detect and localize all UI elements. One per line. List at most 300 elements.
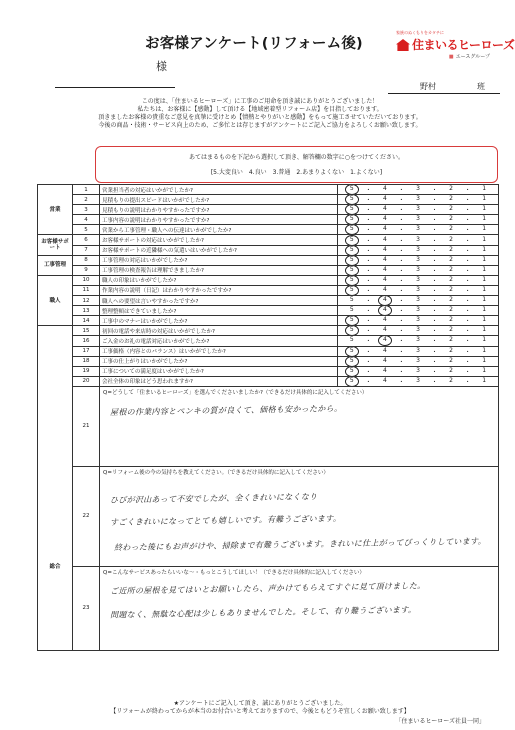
rating-option[interactable]: 1 — [482, 205, 487, 213]
rating-option[interactable]: 4 — [382, 245, 387, 253]
rating-separator: ・ — [431, 197, 438, 205]
rating-option[interactable]: 1 — [482, 185, 487, 193]
rating-option[interactable]: 2 — [449, 316, 453, 324]
rating-selected[interactable]: 5 — [346, 286, 358, 295]
rating-option[interactable]: 3 — [416, 275, 420, 283]
question-number: 10 — [73, 275, 100, 285]
rating-separator: ・ — [464, 207, 471, 215]
rating-separator: ・ — [398, 257, 405, 265]
rating-separator: ・ — [365, 328, 372, 336]
rating-selected[interactable]: 5 — [346, 205, 358, 214]
question-row — [38, 366, 499, 376]
rating-options — [338, 185, 499, 195]
rating-separator: ・ — [431, 207, 438, 215]
rating-option[interactable]: 2 — [449, 285, 453, 293]
rating-separator: ・ — [464, 308, 471, 316]
rating-selected[interactable]: 5 — [346, 246, 358, 255]
rating-option[interactable]: 1 — [482, 225, 487, 233]
rating-separator: ・ — [365, 378, 372, 386]
question-number: 16 — [73, 336, 100, 346]
rating-selected[interactable]: 5 — [346, 377, 358, 386]
open-question-row — [38, 566, 499, 650]
rating-selected[interactable]: 5 — [346, 225, 358, 234]
question-row — [38, 346, 499, 356]
rating-separator: ・ — [398, 298, 405, 306]
rating-separator: ・ — [431, 257, 438, 265]
rating-options — [338, 265, 499, 275]
rating-option[interactable]: 3 — [416, 225, 420, 233]
rating-selected[interactable]: 4 — [379, 336, 391, 345]
rating-option[interactable]: 4 — [382, 195, 387, 203]
question-text: 見積もりの提出スピードはいかがでしたか? — [100, 195, 338, 205]
question-row — [38, 326, 499, 336]
question-row — [38, 285, 499, 295]
rating-separator: ・ — [464, 257, 471, 265]
question-row — [38, 215, 499, 225]
rating-selected[interactable]: 5 — [346, 236, 358, 245]
rating-separator: ・ — [431, 378, 438, 386]
rating-separator: ・ — [464, 247, 471, 255]
rating-separator: ・ — [464, 358, 471, 366]
question-text: 職人への要望は言いやすかったですか? — [100, 296, 338, 306]
question-number: 6 — [73, 235, 100, 245]
question-number: 21 — [73, 386, 100, 466]
rating-options — [338, 316, 499, 326]
rating-option[interactable]: 3 — [416, 215, 420, 223]
question-number: 11 — [73, 285, 100, 295]
rating-separator: ・ — [431, 358, 438, 366]
rating-options — [338, 326, 499, 336]
rating-option[interactable]: 1 — [482, 346, 487, 354]
rating-option[interactable]: 2 — [449, 235, 453, 243]
rating-option[interactable]: 2 — [449, 296, 453, 304]
rating-option[interactable]: 1 — [482, 316, 487, 324]
question-number: 8 — [73, 255, 100, 265]
footer-signature: 「住まいるヒーローズ社員一同」 — [395, 718, 485, 725]
rating-selected[interactable]: 5 — [346, 316, 358, 325]
question-number: 20 — [73, 376, 100, 386]
rating-option[interactable]: 4 — [382, 376, 387, 384]
staff-name: 野村 — [420, 82, 436, 91]
category-label: お客様サポート — [38, 235, 73, 255]
rating-separator: ・ — [464, 227, 471, 235]
question-number: 23 — [73, 566, 100, 650]
rating-separator: ・ — [431, 287, 438, 295]
rating-option[interactable]: 2 — [449, 326, 453, 334]
question-row — [38, 275, 499, 285]
rating-option[interactable]: 1 — [482, 195, 487, 203]
instruction-line: あてはまるものを下記から選択して頂き、解答欄の数字に○をつけてください。 — [189, 154, 404, 161]
rating-separator: ・ — [431, 338, 438, 346]
question-row — [38, 376, 499, 386]
rating-option[interactable]: 3 — [416, 346, 420, 354]
rating-options — [338, 346, 499, 356]
rating-options — [338, 366, 499, 376]
question-number: 12 — [73, 296, 100, 306]
rating-option[interactable]: 4 — [382, 285, 387, 293]
question-text: 作業内容の説明（日記）はわかりやすかったですか? — [100, 285, 338, 295]
question-text: お客様サポートの近隣様への気遣いはいかがでしたか? — [100, 245, 338, 255]
page-title: お客様アンケート(リフォーム後) — [145, 36, 363, 52]
rating-separator: ・ — [365, 247, 372, 255]
rating-separator: ・ — [431, 308, 438, 316]
rating-option[interactable]: 5 — [349, 306, 354, 314]
rating-option[interactable]: 2 — [449, 245, 453, 253]
rating-option[interactable]: 3 — [416, 255, 420, 263]
question-number: 1 — [73, 185, 100, 195]
rating-option[interactable]: 3 — [416, 376, 420, 384]
rating-option[interactable]: 1 — [482, 255, 487, 263]
rating-separator: ・ — [365, 318, 372, 326]
rating-separator: ・ — [431, 247, 438, 255]
rating-option[interactable]: 2 — [449, 185, 453, 193]
rating-option[interactable]: 4 — [382, 185, 387, 193]
rating-separator: ・ — [365, 308, 372, 316]
rating-option[interactable]: 4 — [382, 235, 387, 243]
rating-options — [338, 205, 499, 215]
question-text: 工事管理の対応はいかがでしたか? — [100, 255, 338, 265]
rating-separator: ・ — [365, 287, 372, 295]
rating-options — [338, 296, 499, 306]
question-number: 2 — [73, 195, 100, 205]
rating-separator: ・ — [398, 197, 405, 205]
rating-option[interactable]: 3 — [416, 356, 420, 364]
rating-option[interactable]: 1 — [482, 275, 487, 283]
handwritten-answer: 問題なく、無駄な心配は少しもありませんでした。そして、有り難うございます。 — [109, 605, 417, 620]
rating-selected[interactable]: 5 — [346, 266, 358, 275]
rating-option[interactable]: 4 — [382, 205, 387, 213]
rating-option[interactable]: 2 — [449, 336, 453, 344]
open-answer-area[interactable] — [100, 386, 499, 466]
rating-options — [338, 255, 499, 265]
rating-option[interactable]: 1 — [482, 326, 487, 334]
rating-option[interactable]: 1 — [482, 215, 487, 223]
rating-option[interactable]: 2 — [449, 205, 453, 213]
rating-selected[interactable]: 5 — [346, 326, 358, 335]
rating-separator: ・ — [365, 187, 372, 195]
category-label: 工事管理 — [38, 255, 73, 275]
open-answer-area[interactable] — [100, 466, 499, 566]
question-number: 4 — [73, 215, 100, 225]
logo-group: ■ エースグループ — [396, 53, 496, 60]
rating-option[interactable]: 1 — [482, 336, 487, 344]
rating-separator: ・ — [464, 277, 471, 285]
rating-option[interactable]: 5 — [349, 296, 354, 304]
rating-option[interactable]: 3 — [416, 235, 420, 243]
instruction-box — [95, 146, 498, 183]
survey-table — [37, 184, 499, 651]
rating-options — [338, 195, 499, 205]
question-text: ご入金のお礼の電話対応はいかがでしたか? — [100, 336, 338, 346]
rating-options — [338, 356, 499, 366]
rating-option[interactable]: 3 — [416, 296, 420, 304]
question-row — [38, 306, 499, 316]
logo-tagline: 家族のぬくもりをカタチに — [396, 30, 444, 35]
rating-separator: ・ — [398, 277, 405, 285]
intro-text: この度は、「住まいるヒーローズ」に工事のご用命を頂き誠にありがとうございました！ 私たちは、お客様に【感動】して頂ける【地域密着型リフォーム店】を目指しております。 頂きましたお客様の貴重なご意見を真摯に受けとめ【情熱とやりがいと感動】をもって施工させていただいております。 今後の商品・技術・サービス向上のため、ご多忙とは存じますがアンケートにご記入ご協力をよろしくお願い致します。 — [98, 98, 422, 129]
rating-selected[interactable]: 5 — [346, 357, 358, 366]
rating-option[interactable]: 2 — [449, 366, 453, 374]
category-label: 総合 — [38, 326, 73, 651]
question-row — [38, 296, 499, 306]
rating-option[interactable]: 2 — [449, 356, 453, 364]
rating-option[interactable]: 1 — [482, 296, 487, 304]
rating-separator: ・ — [431, 237, 438, 245]
rating-options — [338, 235, 499, 245]
rating-selected[interactable]: 4 — [379, 306, 391, 315]
rating-selected[interactable]: 5 — [346, 367, 358, 376]
question-number: 7 — [73, 245, 100, 255]
rating-separator: ・ — [464, 237, 471, 245]
rating-option[interactable]: 2 — [449, 215, 453, 223]
rating-separator: ・ — [431, 298, 438, 306]
rating-option[interactable]: 3 — [416, 316, 420, 324]
question-number: 17 — [73, 346, 100, 356]
handwritten-answer: 終わった後にもお声がけや、掃除まで有難うございます。きれいに仕上がってびっくりしています。 — [113, 536, 487, 553]
customer-name-field — [55, 74, 175, 88]
open-question-text: Q=リフォーム後の今の気持ちを教えてください。（できるだけ具体的に記入してください） — [103, 469, 329, 476]
rating-separator: ・ — [464, 298, 471, 306]
rating-option[interactable]: 3 — [416, 366, 420, 374]
rating-option[interactable]: 4 — [382, 225, 387, 233]
rating-option[interactable]: 5 — [349, 336, 354, 344]
rating-option[interactable]: 2 — [449, 346, 453, 354]
rating-separator: ・ — [365, 197, 372, 205]
rating-separator: ・ — [365, 348, 372, 356]
rating-separator: ・ — [365, 338, 372, 346]
question-number: 5 — [73, 225, 100, 235]
question-text: お客様サポートの対応はいかがでしたか? — [100, 235, 338, 245]
rating-separator: ・ — [398, 227, 405, 235]
company-logo — [396, 30, 515, 64]
rating-separator: ・ — [431, 318, 438, 326]
rating-scale-legend: [5.大変良い 4.良い 3.普通 2.あまりよくない 1.よくない] — [210, 169, 383, 176]
question-row — [38, 316, 499, 326]
rating-option[interactable]: 4 — [382, 275, 387, 283]
rating-separator: ・ — [398, 368, 405, 376]
rating-options — [338, 285, 499, 295]
rating-option[interactable]: 3 — [416, 326, 420, 334]
staff-unit: 班 — [477, 82, 485, 91]
rating-option[interactable]: 4 — [382, 346, 387, 354]
question-row — [38, 336, 499, 346]
question-text: 営業担当者の対応はいかがでしたか? — [100, 185, 338, 195]
open-answer-area[interactable] — [100, 566, 499, 650]
question-text: 工事の仕上がりはいかがでしたか? — [100, 356, 338, 366]
rating-options — [338, 336, 499, 346]
rating-separator: ・ — [398, 378, 405, 386]
rating-option[interactable]: 4 — [382, 366, 387, 374]
rating-separator: ・ — [398, 338, 405, 346]
rating-separator: ・ — [365, 368, 372, 376]
rating-separator: ・ — [398, 217, 405, 225]
rating-separator: ・ — [431, 217, 438, 225]
rating-option[interactable]: 4 — [382, 255, 387, 263]
rating-option[interactable]: 3 — [416, 195, 420, 203]
logo-name: 住まいるヒーローズ — [396, 36, 496, 53]
rating-options — [338, 245, 499, 255]
rating-separator: ・ — [365, 298, 372, 306]
rating-separator: ・ — [365, 217, 372, 225]
rating-selected[interactable]: 5 — [346, 256, 358, 265]
question-text: 工事内容の説明はわかりやすかったですか? — [100, 215, 338, 225]
question-row — [38, 245, 499, 255]
question-text: 工事管理の検査報告は理解できましたか? — [100, 265, 338, 275]
rating-separator: ・ — [431, 368, 438, 376]
rating-option[interactable]: 2 — [449, 225, 453, 233]
rating-option[interactable]: 1 — [482, 306, 487, 314]
question-text: 営業から工事管理・職人への伝達はいかがでしたか? — [100, 225, 338, 235]
rating-separator: ・ — [398, 358, 405, 366]
rating-option[interactable]: 4 — [382, 215, 387, 223]
rating-selected[interactable]: 5 — [346, 215, 358, 224]
rating-separator: ・ — [398, 328, 405, 336]
rating-option[interactable]: 3 — [416, 265, 420, 273]
category-label: 営業 — [38, 185, 73, 235]
question-text: 工事価格（内容とのバランス）はいかがでしたか? — [100, 346, 338, 356]
handwritten-answer: ひびが沢山あって不安でしたが、全くきれいになくなり — [109, 492, 318, 505]
rating-separator: ・ — [464, 197, 471, 205]
rating-separator: ・ — [431, 328, 438, 336]
rating-separator: ・ — [398, 237, 405, 245]
rating-option[interactable]: 2 — [449, 265, 453, 273]
rating-option[interactable]: 3 — [416, 336, 420, 344]
rating-separator: ・ — [365, 277, 372, 285]
rating-separator: ・ — [431, 277, 438, 285]
question-number: 9 — [73, 265, 100, 275]
rating-separator: ・ — [464, 267, 471, 275]
handwritten-answer: ご近所の屋根を見てはいとお願いしたら、声かけてもらえてすぐに見て頂けました。 — [109, 581, 426, 596]
rating-separator: ・ — [464, 348, 471, 356]
rating-separator: ・ — [398, 318, 405, 326]
question-number: 3 — [73, 205, 100, 215]
question-text: 工事中のマナーはいかがでしたか? — [100, 316, 338, 326]
rating-option[interactable]: 2 — [449, 195, 453, 203]
question-number: 15 — [73, 326, 100, 336]
rating-separator: ・ — [464, 338, 471, 346]
rating-option[interactable]: 1 — [482, 285, 487, 293]
rating-options — [338, 376, 499, 386]
open-question-text: Q=こんなサービスあったらいいな～・もっとこうしてほしい！（できるだけ具体的に記入してください） — [103, 569, 365, 576]
rating-selected[interactable]: 5 — [346, 195, 358, 204]
question-text: 整理整頓はできていましたか? — [100, 306, 338, 316]
question-row — [38, 265, 499, 275]
rating-separator: ・ — [431, 227, 438, 235]
handwritten-answer: 屋根の作業内容とペンキの質が良くて、価格も安かったから。 — [109, 403, 343, 417]
rating-option[interactable]: 3 — [416, 306, 420, 314]
question-text: 工事についての満足度はいかがでしたか? — [100, 366, 338, 376]
rating-separator: ・ — [431, 348, 438, 356]
rating-option[interactable]: 2 — [449, 376, 453, 384]
question-number: 13 — [73, 306, 100, 316]
rating-separator: ・ — [398, 308, 405, 316]
category-label: 職人 — [38, 275, 73, 325]
open-question-row — [38, 466, 499, 566]
rating-separator: ・ — [464, 368, 471, 376]
rating-options — [338, 275, 499, 285]
question-row — [38, 195, 499, 205]
rating-separator: ・ — [398, 247, 405, 255]
rating-option[interactable]: 3 — [416, 185, 420, 193]
rating-separator: ・ — [431, 267, 438, 275]
rating-separator: ・ — [398, 267, 405, 275]
rating-option[interactable]: 2 — [449, 306, 453, 314]
rating-option[interactable]: 1 — [482, 366, 487, 374]
rating-separator: ・ — [365, 267, 372, 275]
rating-separator: ・ — [464, 187, 471, 195]
rating-option[interactable]: 1 — [482, 265, 487, 273]
rating-options — [338, 306, 499, 316]
question-text: 見積もりの説明はわかりやすかったですか? — [100, 205, 338, 215]
rating-separator: ・ — [365, 358, 372, 366]
rating-separator: ・ — [464, 328, 471, 336]
question-row — [38, 356, 499, 366]
question-number: 19 — [73, 366, 100, 376]
open-question-row — [38, 386, 499, 466]
rating-separator: ・ — [464, 217, 471, 225]
customer-suffix: 様 — [156, 60, 167, 73]
rating-selected[interactable]: 5 — [346, 347, 358, 356]
rating-option[interactable]: 2 — [449, 275, 453, 283]
question-row — [38, 205, 499, 215]
question-text: 職人の印象はいかがでしたか? — [100, 275, 338, 285]
rating-option[interactable]: 2 — [449, 255, 453, 263]
rating-option[interactable]: 3 — [416, 285, 420, 293]
rating-options — [338, 215, 499, 225]
question-text: 初回の電話や来店時の対応はいかがでしたか? — [100, 326, 338, 336]
house-icon — [396, 39, 410, 51]
question-row — [38, 255, 499, 265]
handwritten-answer: すごくきれいになってとても嬉しいです。有難うございます。 — [109, 513, 342, 527]
rating-selected[interactable]: 5 — [346, 276, 358, 285]
rating-separator: ・ — [365, 207, 372, 215]
rating-option[interactable]: 1 — [482, 245, 487, 253]
rating-separator: ・ — [464, 318, 471, 326]
rating-separator: ・ — [431, 187, 438, 195]
rating-separator: ・ — [464, 378, 471, 386]
question-row — [38, 235, 499, 245]
rating-separator: ・ — [398, 348, 405, 356]
rating-option[interactable]: 1 — [482, 235, 487, 243]
rating-option[interactable]: 4 — [382, 265, 387, 273]
rating-option[interactable]: 1 — [482, 376, 487, 384]
rating-separator: ・ — [365, 257, 372, 265]
rating-selected[interactable]: 4 — [379, 296, 391, 305]
question-number: 18 — [73, 356, 100, 366]
rating-separator: ・ — [365, 227, 372, 235]
rating-separator: ・ — [398, 187, 405, 195]
rating-selected[interactable]: 5 — [346, 185, 358, 194]
rating-separator: ・ — [464, 287, 471, 295]
rating-separator: ・ — [398, 207, 405, 215]
rating-option[interactable]: 3 — [416, 205, 420, 213]
question-number: 22 — [73, 466, 100, 566]
question-text: 会社全体の印象はどう思われますか? — [100, 376, 338, 386]
rating-option[interactable]: 4 — [382, 356, 387, 364]
question-number: 14 — [73, 316, 100, 326]
open-question-text: Q=どうして「住まいるヒーローズ」を選んでくださいましたか?（できるだけ具体的に記入してください） — [103, 389, 368, 396]
rating-option[interactable]: 4 — [382, 326, 387, 334]
question-row — [38, 225, 499, 235]
rating-options — [338, 225, 499, 235]
rating-option[interactable]: 3 — [416, 245, 420, 253]
rating-option[interactable]: 1 — [482, 356, 487, 364]
footer-message: ★アンケートにご記入して頂き、誠にありがとうございました。 【リフォームが終わってからが本当のお付合いと考えておりますので、今後ともどうぞ宜しくお願い致します】 — [110, 700, 410, 715]
rating-separator: ・ — [398, 287, 405, 295]
question-row — [38, 185, 499, 195]
rating-separator: ・ — [365, 237, 372, 245]
rating-option[interactable]: 4 — [382, 316, 387, 324]
